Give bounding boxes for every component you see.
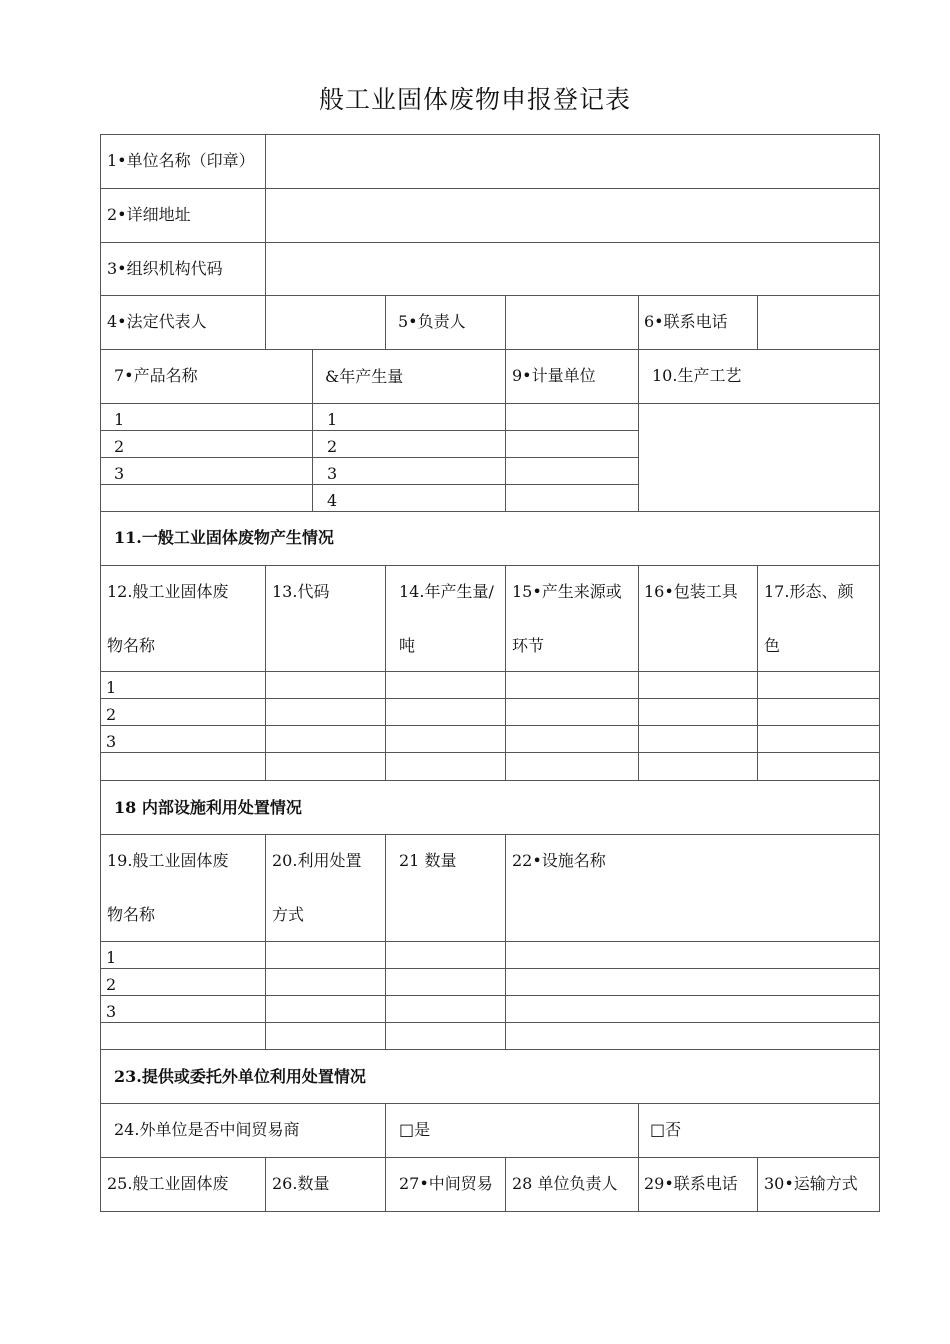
row-divider: [100, 780, 880, 781]
row-divider: [100, 698, 880, 699]
col-divider: [265, 834, 266, 1049]
external-phone-header: 29•联系电话: [644, 1174, 738, 1193]
measure-unit-header: 9•计量单位: [512, 366, 596, 385]
external-quantity-header: 26.数量: [272, 1174, 330, 1193]
product-row-number: 3: [114, 464, 125, 483]
output-row-number: 3: [327, 464, 338, 483]
disposal-method-header: 20.利用处置: [272, 851, 362, 870]
row-divider: [100, 834, 880, 835]
col-divider: [638, 349, 639, 511]
col-divider: [265, 295, 266, 349]
legal-rep-label: 4•法定代表人: [107, 312, 207, 331]
row-divider: [100, 941, 880, 942]
col-divider: [638, 1157, 639, 1211]
col-divider: [385, 1103, 386, 1157]
col-divider: [638, 565, 639, 780]
col-divider: [505, 834, 506, 1049]
row-divider: [100, 295, 880, 296]
col-divider: [638, 295, 639, 349]
col-divider: [265, 565, 266, 780]
row-divider: [100, 430, 638, 431]
row-divider: [100, 457, 638, 458]
internal-row-number: 3: [106, 1002, 117, 1021]
col-divider: [505, 295, 506, 349]
registration-form: [100, 134, 880, 1212]
row-divider: [100, 1022, 880, 1023]
external-waste-name-header: 25.般工业固体废: [107, 1174, 229, 1193]
output-row-number: 1: [327, 410, 338, 429]
row-divider: [100, 484, 638, 485]
col-divider: [265, 134, 266, 295]
no-checkbox[interactable]: □否: [650, 1120, 682, 1139]
output-row-number: 4: [327, 491, 338, 510]
product-row-number: 2: [114, 437, 125, 456]
col-divider: [385, 834, 386, 1049]
col-divider: [757, 295, 758, 349]
waste-row-number: 1: [106, 678, 117, 697]
row-divider: [100, 968, 880, 969]
waste-name-header: 12.般工业固体废: [107, 582, 229, 601]
row-divider: [100, 752, 880, 753]
middleman-question-label: 24.外单位是否中间贸易商: [114, 1120, 300, 1139]
row-divider: [100, 188, 880, 189]
col-divider: [505, 565, 506, 780]
row-divider: [100, 1049, 880, 1050]
source-header-cont: 环节: [512, 636, 545, 655]
form-color-header-cont: 色: [764, 636, 781, 655]
output-row-number: 2: [327, 437, 338, 456]
yes-checkbox[interactable]: □是: [399, 1120, 431, 1139]
col-divider: [638, 1103, 639, 1157]
annual-tonnage-header-cont: 吨: [399, 636, 416, 655]
col-divider: [505, 1157, 506, 1211]
col-divider: [505, 349, 506, 511]
annual-output-header: &年产生量: [325, 367, 404, 386]
col-divider: [757, 1157, 758, 1211]
col-divider: [265, 1157, 266, 1211]
row-divider: [100, 349, 880, 350]
internal-row-number: 2: [106, 975, 117, 994]
waste-row-number: 3: [106, 732, 117, 751]
product-row-number: 1: [114, 410, 125, 429]
row-divider: [100, 511, 880, 512]
border-bottom: [100, 1211, 880, 1212]
row-divider: [100, 1157, 880, 1158]
internal-waste-name-header: 19.般工业固体废: [107, 851, 229, 870]
row-divider: [100, 565, 880, 566]
row-divider: [100, 242, 880, 243]
quantity-header: 21 数量: [399, 851, 457, 870]
phone-label: 6•联系电话: [644, 312, 728, 331]
section-18-title: 18 内部设施利用处置情况: [114, 798, 302, 817]
unit-name-label: 1•单位名称（印章）: [107, 151, 255, 170]
org-code-label: 3•组织机构代码: [107, 259, 223, 278]
process-header: 10.生产工艺: [652, 366, 742, 385]
transport-method-header: 30•运输方式: [764, 1174, 858, 1193]
annual-tonnage-header: 14.年产生量/: [399, 582, 494, 601]
row-divider: [100, 671, 880, 672]
unit-person-in-charge-header: 28 单位负责人: [512, 1174, 618, 1193]
form-title: 般工业固体废物申报登记表: [318, 85, 631, 114]
col-divider: [385, 295, 386, 349]
col-divider: [757, 565, 758, 780]
code-header: 13.代码: [272, 582, 330, 601]
internal-waste-name-header-cont: 物名称: [107, 905, 156, 924]
packaging-header: 16•包装工具: [644, 582, 738, 601]
form-color-header: 17.形态、颜: [764, 582, 854, 601]
intermediate-trade-header: 27•中间贸易: [399, 1174, 493, 1193]
section-23-title: 23.提供或委托外单位利用处置情况: [114, 1067, 366, 1086]
person-in-charge-label: 5•负责人: [398, 312, 466, 331]
facility-name-header: 22•设施名称: [512, 851, 606, 870]
col-divider: [385, 565, 386, 780]
section-11-title: 11.一般工业固体废物产生情况: [114, 528, 334, 547]
waste-row-number: 2: [106, 705, 117, 724]
internal-row-number: 1: [106, 948, 117, 967]
col-divider: [385, 1157, 386, 1211]
border-top: [100, 134, 880, 135]
address-label: 2•详细地址: [107, 205, 191, 224]
source-header: 15•产生来源或: [512, 582, 622, 601]
row-divider: [100, 403, 880, 404]
row-divider: [100, 995, 880, 996]
row-divider: [100, 1103, 880, 1104]
waste-name-header-cont: 物名称: [107, 636, 156, 655]
col-divider: [312, 349, 313, 511]
disposal-method-header-cont: 方式: [272, 905, 305, 924]
product-name-header: 7•产品名称: [114, 366, 198, 385]
row-divider: [100, 725, 880, 726]
